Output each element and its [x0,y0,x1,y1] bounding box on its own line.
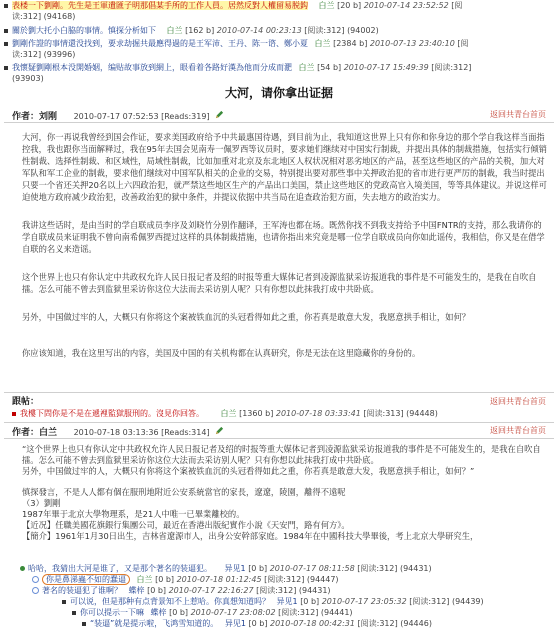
list-item-author[interactable]: 白兰 [314,39,331,48]
bullet-icon [20,566,25,571]
reply-quote: “这个世界上也只有你认定中共政权允许人民日报记者及绍的时报等重大媒体记者到凌源监狱采访报道我的事件是不可能发生的，是我在自吹自擂。怎么可能不曾去到监狱里采访你这位大法而去采访别人呢？只有你想以此抹我打成中共卧底。 [22,444,541,465]
reply-body [22,444,548,542]
divider [4,422,554,423]
list-item-title[interactable]: 劉剛作證的事情還没找到，要求劫掘共最應得過的是王军沛、王丹、陈一谘、鄭小夏 [12,39,308,48]
bullet-icon [12,412,16,416]
thread-title[interactable]: 可以说，但是那种有点背景知不上惹哈。你真想知道吗？ [70,597,270,606]
thread-size: [0 b] [300,597,320,606]
article-reads: [Reads:319] [161,112,210,121]
page-title: 大河，请你拿出证据 [224,86,333,100]
divider [4,438,554,439]
divider [4,122,554,123]
thread-item[interactable] [72,608,353,618]
list-item-title[interactable]: 我懷疑劉剛根本没開婚姻，编贴故事放到網上，眼看着各路好漢為他而分成而淝 [12,63,292,72]
article-body [22,131,548,359]
reply-text: （3）劉剛 [22,498,61,508]
return-home-link[interactable]: 返回共青台首页 [490,426,546,435]
thread-size: [0 b] [155,575,175,584]
reply-text: 1987年畢于北京大學物理系，是21人中唯一已畢業離校的。 [22,509,245,519]
followups-label: 跟帖： [12,397,40,407]
list-item-reads: [阅 [451,1,463,10]
author-name[interactable]: 刘刚 [39,112,58,122]
list-item-size: [2384 b] [333,39,368,48]
author-name[interactable]: 白兰 [39,428,58,438]
article-paragraph: 这个世界上也只有你认定中共政权允许人民日报记者及绍的时报等重大媒体记者到凌源监狱采访报道我的事件是不可能发生的，是我在自吹自擂。怎么可能不曾去到监狱里采访你这位大法而去采访别人呢？只有你想以此抹我打成中共卧底。 [22,272,537,294]
thread-author[interactable]: 蝶梓 [128,586,145,595]
list-item-reads: [阅 [457,39,469,48]
reply-text: 【簡介】1961年1月30日出生，吉林省遼源市人，出身公安幹部家庭。1984年在中國科技大學畢後，考上北京大學研究生， [22,531,479,541]
author-label: 作者： [12,112,40,122]
thread-title[interactable]: “装逼”就是提示啦，飞鸿雪知道的。 [90,619,219,628]
thread-size: [0 b] [248,619,268,628]
article-paragraph: 我讲这些话时，是由当时的学自联成员李序及刘晓竹分别作翻译，王军涛也都在场。既然你找不到我支持给予中国FNTR的支持，那么我请你的学自联成员来证明我不曾向南希佩罗西提过这样的具体制裁措施，也请你指出来究竟是哪一位学自联成员向你如此谣传，我相信，你又是在借学自联的名义来造谣。 [22,220,545,254]
bullet-icon [4,4,8,8]
list-item-id: 读:312] (93996) [12,50,76,59]
list-item-size: [162 b] [185,26,215,35]
followup-reads: [阅读:313] (94448) [363,409,438,418]
thread-title[interactable]: 哈哈，我猜出大河是谁了，又是那个著名的装逼犯。 [28,564,212,573]
return-home-link[interactable]: 返回共青台首页 [490,110,546,119]
bullet-icon [82,622,86,626]
list-item-size: [54 b] [317,63,342,72]
thread-date: 2010-07-17 22:16:27 [168,586,254,595]
followup-author[interactable]: 白兰 [220,409,237,418]
thread-title[interactable]: 著名的装逼犯了谁啊？ [42,586,122,595]
list-item-date: 2010-07-14 23:52:52 [363,1,449,10]
bullet-icon [4,29,8,33]
thread-item[interactable] [32,575,339,585]
list-item[interactable] [4,63,471,73]
list-item-id: (94002) [347,26,379,35]
reply-author-line [12,426,223,438]
list-item-date: 2010-07-14 00:23:13 [216,26,302,35]
bullet-icon [4,66,8,70]
list-item[interactable] [4,26,379,36]
thread-author[interactable]: 异见1 [276,597,298,606]
list-item-reads: [阅读:312] [304,26,345,35]
list-item-id: (93903) [12,74,44,83]
thread-title[interactable]: 你是鼻涕蟲不如的蠢逼 [42,574,130,585]
bullet-icon [4,42,8,46]
list-item-date: 2010-07-17 15:49:39 [343,63,429,72]
list-item-title[interactable]: 表楼一下劉剛。先生是王軍遺匯子明那倡某手所的工作人員。居然反對人權留易脱鈎 [12,1,308,10]
circle-bullet-icon [32,576,39,583]
thread-author[interactable]: 白兰 [136,575,153,584]
thread-reads: [阅读:312] (94439) [409,597,484,606]
article-paragraph: 另外，中国做过牢的人，大概只有你将这个案被铁血沉的头冠看得如此之重，你若真是敢意大发，我愿意拱手相让，如何？ [22,312,471,322]
list-item-author[interactable]: 白兰 [298,63,315,72]
thread-item[interactable] [82,619,432,629]
reply-quote: 另外，中国做过牢的人，大概只有你将这个案被铁血沉的头冠看得如此之重，你若真是敢意大发，我愿意拱手相让，如何？” [22,466,475,476]
thread-date: 2010-07-17 23:05:32 [321,597,407,606]
thread-size: [0 b] [248,564,268,573]
followup-title[interactable]: 我樓下問你是不是在遞裡監獄服刑的。沒見你回答。 [20,409,204,418]
article-paragraph: 大河，你一再说我曾经到国会作证，要求美国政府给予中共最惠国待遇，到目前为止，我知道这世界上只有你和你身边的那个学自我这样当面指控我，我也跟你当面解释过，我在95年去国会见南寿一佩罗西等议员时，要求她们继续对中国实行制裁，并提出具体的制裁措施，包括实行倾销性制裁、选择性制裁、和区域性，局域性制裁，比如加重对北京及东北地区人权状况相对恶劣地区的产品，甚至这些地区的产品的关税，加大对军队和军工企业的制裁，要求他们继续对中国军队相关的企业的交易，特别提出要对那些事中关押政治犯的省市进行更严厉的制裁，我当时提出只要一个省还关押20名以上六四政治犯，就严禁这些地区生产的产品出口美国，禁止这些地区的党政高官入境美国，等等具体建议。并说这样可迫使地方政府减少政治犯，改善政治犯的狱中条件，并提议依据中共当局在追查政治犯方面，失去地方的政治实力。 [22,132,547,202]
article-datetime: 2010-07-17 07:52:53 [73,112,159,121]
list-item[interactable] [4,39,469,49]
list-item-title[interactable]: 關於劉大托小白脇的事情。慎探分析如下 [12,26,156,35]
reply-reads: [Reads:314] [161,428,210,437]
thread-reads: [阅读:312] (94446) [357,619,432,628]
thread-date: 2010-07-18 00:42:31 [269,619,355,628]
return-home-link[interactable]: 返回共青台首页 [490,397,546,406]
reply-text: 慎探發言，不是人人都有個在服刑地附近公安系統當官的家長，遼遼，陵園，離得不遠呢 [22,487,346,497]
thread-author[interactable]: 蝶梓 [150,608,167,617]
thread-title[interactable]: 你可以提示一下嘛 [80,608,144,617]
bullet-icon [72,611,76,615]
list-item-date: 2010-07-13 23:40:10 [369,39,455,48]
list-item-id: (94168) [43,12,76,21]
circle-bullet-icon [32,587,39,594]
list-item-author[interactable]: 白兰 [166,26,183,35]
pencil-icon[interactable] [215,110,223,118]
thread-reads: [阅读:312] (94441) [278,608,353,617]
divider [4,392,554,393]
thread-reads: [阅读:312] (94431) [357,564,432,573]
bullet-icon [62,600,66,604]
thread-date: 2010-07-17 23:08:02 [190,608,276,617]
list-item-reads: 读:312] [12,12,42,21]
thread-size: [0 b] [169,608,189,617]
author-label: 作者： [12,428,40,438]
thread-date: 2010-07-17 08:11:58 [269,564,355,573]
list-item-reads: [阅读:312] [431,63,472,72]
article-paragraph: 你应该知道，我在这里写出的内容，美国及中国的有关机构都在认真研究，你是无法在这里隐藏你的身份的。 [22,348,421,358]
thread-item[interactable] [32,586,331,596]
list-item-reads-line [12,74,44,84]
followup-item[interactable] [12,409,438,419]
thread-author[interactable]: 异见1 [224,564,246,573]
followup-size: [1360 b] [239,409,274,418]
pencil-icon[interactable] [215,426,223,434]
author-line [12,110,223,122]
reply-datetime: 2010-07-18 03:13:36 [73,428,159,437]
thread-size: [0 b] [147,586,167,595]
thread-reads: [阅读:312] (94431) [256,586,331,595]
list-item-size: [20 b] [337,1,362,10]
thread-author[interactable]: 异见1 [224,619,246,628]
reply-text: 【近况】任職美國花旗銀行集團公司，最近在香港出版紀實作小說《天安門，路有何方》。 [22,520,350,530]
thread-item[interactable] [20,564,432,574]
followup-date: 2010-07-18 03:33:41 [275,409,361,418]
list-item[interactable] [4,1,462,11]
list-item-reads-line [12,50,75,60]
thread-reads: [阅读:312] (94447) [264,575,339,584]
thread-date: 2010-07-18 01:12:45 [176,575,262,584]
list-item-author[interactable]: 白兰 [318,1,335,10]
list-item-reads-line [12,12,75,22]
thread-item[interactable] [62,597,484,607]
